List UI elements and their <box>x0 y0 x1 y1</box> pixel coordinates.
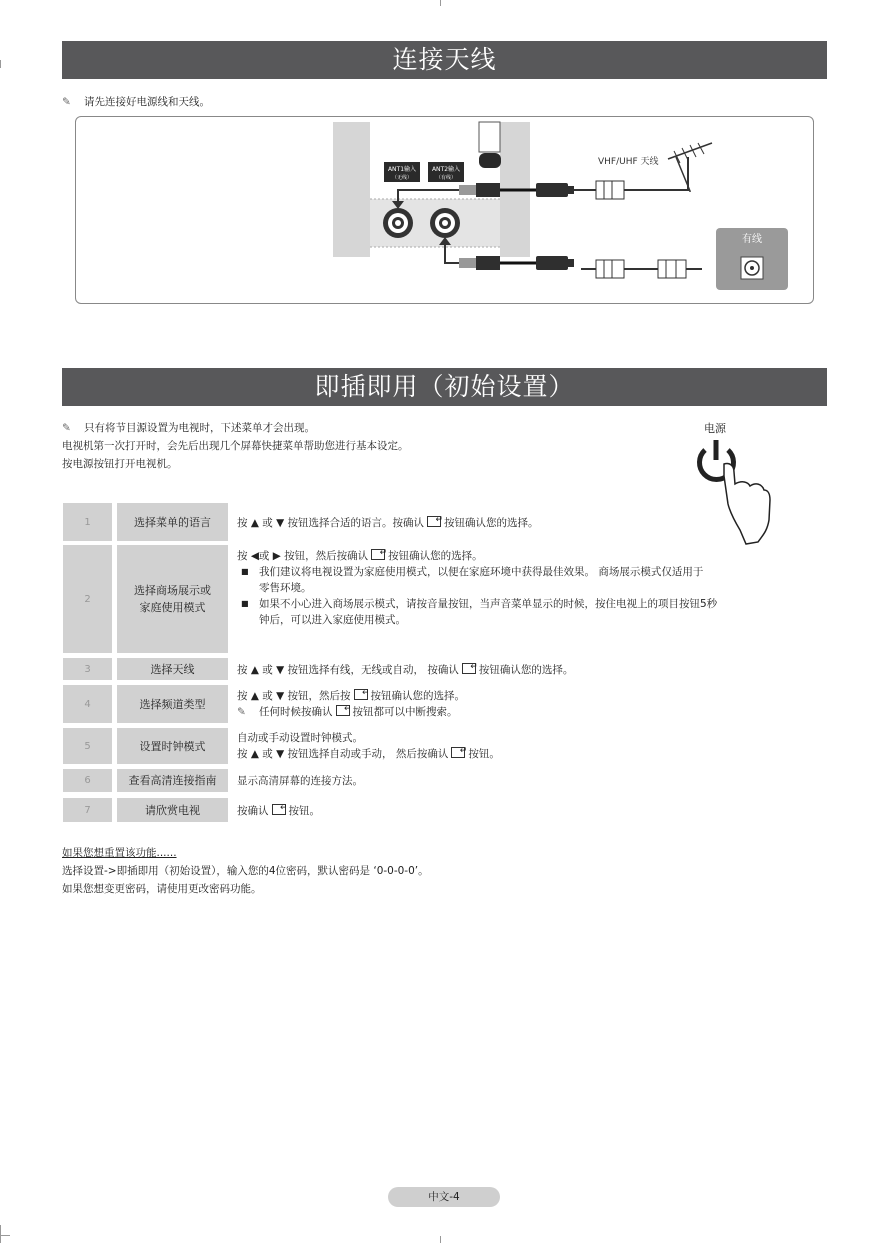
bullet-item: ■ 如果不小心进入商场展示模式，请按音量按钮，当声音菜单显示的时候，按住电视上的项目按钮5秒 钟后，可以进入家庭使用模式。 <box>241 598 718 626</box>
enter-button-icon <box>354 689 368 700</box>
intro-line-2: 按电源按钮打开电视机。 <box>62 458 178 470</box>
step-number: 3 <box>63 658 112 680</box>
step-description: 自动或手动设置时钟模式。 按 ▲ 或 ▼ 按钮选择自动或手动， 然后按确认↵ 按钮。 <box>237 730 797 762</box>
step-title: 查看高清连接指南 <box>117 769 228 792</box>
crop-mark <box>440 0 441 6</box>
step-title: 设置时钟模式 <box>117 728 228 764</box>
crop-mark <box>0 1235 10 1236</box>
reset-line-1: 选择设置->即插即用（初始设置），输入您的4位密码，默认密码是 ‘0-0-0-0’。 <box>62 865 429 877</box>
ant1-socket <box>383 208 413 238</box>
cable-label: 有线 <box>742 234 762 245</box>
page-number: 中文-4 <box>388 1187 500 1207</box>
step-number: 7 <box>63 798 112 822</box>
enter-button-icon <box>371 549 385 560</box>
step-number: 5 <box>63 728 112 764</box>
step-description: 按确认↵ 按钮。 <box>237 803 797 819</box>
intro-line-1: 电视机第一次打开时，会先后出现几个屏幕快捷菜单帮助您进行基本设定。 <box>62 440 409 452</box>
pencil-icon: ✎ <box>62 96 71 108</box>
ant1-label: ANT1输入 <box>387 166 417 173</box>
step-title: 选择天线 <box>117 658 228 680</box>
power-label: 电源 <box>704 422 726 435</box>
hand-icon <box>724 463 770 544</box>
ant1-sub: （无线） <box>391 175 413 181</box>
bullet-square-icon: ■ <box>241 599 249 608</box>
section-title-antenna: 连接天线 <box>62 41 827 79</box>
step-number: 1 <box>63 503 112 541</box>
antenna-note: ✎ 请先连接好电源线和天线。 <box>62 94 210 111</box>
step-description: 按 ▲ 或 ▼ 按钮，然后按↵ 按钮确认您的选择。 ✎ 任何时候按确认↵ 按钮都可以中断搜索。 <box>237 688 797 720</box>
enter-button-icon <box>462 663 476 674</box>
crop-mark <box>0 1225 1 1243</box>
bullet-square-icon: ■ <box>241 567 249 576</box>
pencil-icon: ✎ <box>62 422 71 434</box>
crop-mark <box>440 1236 441 1243</box>
pencil-icon: ✎ <box>237 706 246 718</box>
step-number: 2 <box>63 545 112 653</box>
plug-play-note: ✎ 只有将节目源设置为电视时，下述菜单才会出现。 <box>62 420 315 437</box>
wireless-cable <box>459 181 638 199</box>
step-description: 按 ▲ 或 ▼ 按钮选择合适的语言。按确认↵ 按钮确认您的选择。 <box>237 515 797 531</box>
step-number: 4 <box>63 685 112 723</box>
ant2-socket <box>430 208 460 238</box>
step-description: 按 ▲ 或 ▼ 按钮选择有线，无线或自动， 按确认↵ 按钮确认您的选择。 <box>237 662 797 678</box>
step-number: 6 <box>63 769 112 792</box>
step-title: 选择频道类型 <box>117 685 228 723</box>
enter-button-icon <box>272 804 286 815</box>
vhf-antenna-icon <box>638 143 712 192</box>
crop-mark <box>0 60 1 68</box>
ant2-sub: （有线） <box>435 175 457 181</box>
enter-button-icon <box>427 516 441 527</box>
vhf-label: VHF/UHF 天线 <box>598 157 659 167</box>
bullet-item: ■ 我们建议将电视设置为家庭使用模式，以便在家庭环境中获得最佳效果。 商场展示模式仅适用于 零售环境。 <box>241 566 704 594</box>
step-description: 显示高清屏幕的连接方法。 <box>237 775 363 787</box>
reset-heading: 如果您想重置该功能...... <box>62 847 177 859</box>
antenna-diagram <box>75 116 814 304</box>
ant2-label: ANT2输入 <box>431 166 461 173</box>
reset-line-2: 如果您想变更密码，请使用更改密码功能。 <box>62 883 262 895</box>
step-title: 选择菜单的语言 <box>117 503 228 541</box>
enter-button-icon <box>451 747 465 758</box>
step-title: 选择商场展示或 家庭使用模式 <box>117 545 228 653</box>
enter-button-icon <box>336 705 350 716</box>
cable-line <box>459 256 702 278</box>
section-title-plug-and-play: 即插即用（初始设置） <box>62 368 827 406</box>
step-description: 按 ◀或 ▶ 按钮，然后按确认↵ 按钮确认您的选择。 ■ 我们建议将电视设置为家庭使用模式，以便在家庭环境中获得最佳效果。 商场展示模式仅适用于 零售环境。 ■ 如果不小心进入商场展示模式，请按音量按钮，当声音菜单显示的时候，按住电视上的项目按钮5秒 钟后，可以进入家庭使用模式。 <box>237 548 797 628</box>
step-title: 请欣赏电视 <box>117 798 228 822</box>
